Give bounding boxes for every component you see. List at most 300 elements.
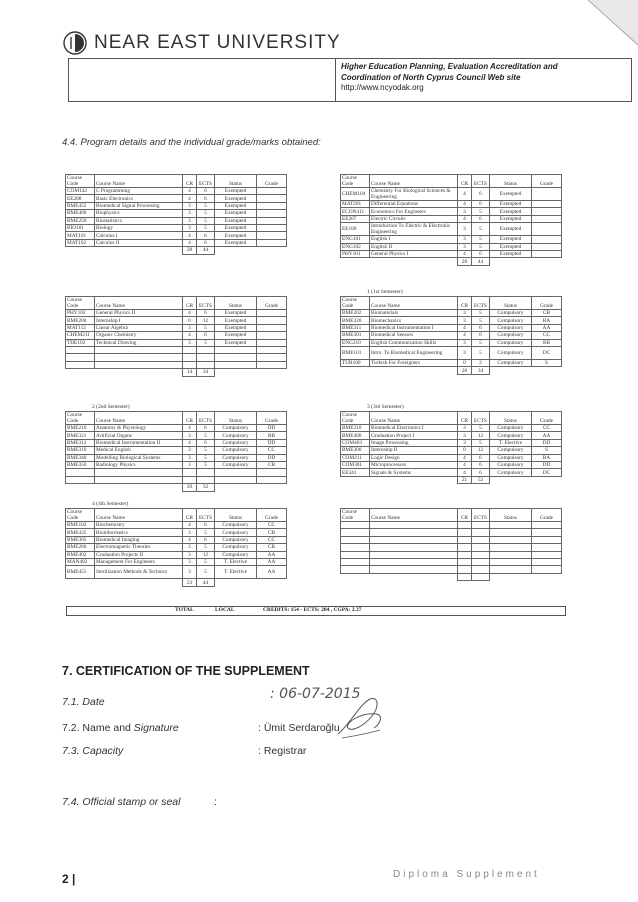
course-name: Bioinformatics [95,529,183,536]
course-ects [197,346,215,353]
course-status: Compulsory [490,317,532,324]
course-name: Internship I [95,317,183,324]
semester-title: 3 (3rd Semester) [367,404,404,410]
course-name: Biochemistry [95,522,183,529]
table-row [341,201,562,208]
course-name: Biomedical Signal Processing [95,202,183,209]
total-ects: 32 [197,484,215,491]
course-code [66,469,95,476]
course-grade [532,243,562,250]
course-name: Biomedical Instrumentation II [95,439,183,446]
total-spacer [341,367,370,374]
totals-summary: CREDITS: 154 - ECTS: 284 , CGPA: 2.37 [263,607,362,613]
course-grade: DC [532,469,562,476]
course-grade: AA [257,566,287,579]
table-header-row [66,175,287,188]
total-spacer [370,476,458,483]
course-code [341,566,370,573]
course-code: BME321 [66,432,95,439]
course-ects: 6 [197,332,215,339]
course-ects: 6 [472,215,490,222]
table-row [341,544,562,551]
total-spacer [95,247,183,254]
course-ects: 6 [197,310,215,317]
table-row [341,469,562,476]
course-grade: BB [532,339,562,346]
course-status: Compulsory [490,432,532,439]
course-grade: S [532,447,562,454]
course-status: Compulsory [490,310,532,317]
course-cr [458,566,472,573]
table-row [66,310,287,317]
course-cr: 4 [183,195,197,202]
course-status: Compulsory [215,447,257,454]
course-cr: 4 [183,239,197,246]
course-code: ENG101 [341,236,370,243]
course-ects: 6 [472,332,490,339]
totals-local-label: LOCAL [215,607,235,613]
course-cr: 3 [183,210,197,217]
table-row [66,232,287,239]
course-status [490,522,532,529]
course-code [341,522,370,529]
course-grade [257,476,287,483]
course-cr: 3 [458,439,472,446]
page-number: 2 | [62,872,76,886]
course-ects: 5 [197,432,215,439]
total-ects: 52 [472,476,490,483]
table-row [341,339,562,346]
course-cr [458,529,472,536]
course-name: Calculus I [95,232,183,239]
course-status: Exempted [490,208,532,215]
course-cr [458,522,472,529]
course-cr: 4 [458,201,472,208]
course-ects: 5 [197,339,215,346]
header-cr: CR [183,412,197,425]
course-cr: 3 [458,432,472,439]
course-name: Electric Circuits [370,215,458,222]
header-name: Course Name [370,297,458,310]
table-row [66,454,287,461]
table-row [66,558,287,565]
course-name: Calculus II [95,239,183,246]
course-grade [532,250,562,257]
course-grade [257,217,287,224]
course-grade [257,361,287,368]
total-cr: 21 [458,476,472,483]
course-status: Compulsory [215,544,257,551]
header-grade: Grade [532,509,562,522]
course-code: BME301 [341,332,370,339]
table-row [66,447,287,454]
course-grade: DC [532,346,562,359]
course-status [215,476,257,483]
course-cr: 3 [183,529,197,536]
capacity-value: : Registrar [258,745,307,757]
course-grade: DD [257,425,287,432]
course-cr: 4 [458,332,472,339]
course-code: COM463 [341,439,370,446]
course-name: Biomedical Imaging [95,536,183,543]
course-grade: CB [532,310,562,317]
course-cr: 4 [458,469,472,476]
table-row [66,354,287,361]
course-code: BME210 [66,425,95,432]
course-grade: CB [257,529,287,536]
table-row [66,476,287,483]
course-code: BME460 [66,210,95,217]
header-ects: ECTS [197,175,215,188]
course-name: Basic Electronics [95,195,183,202]
course-code: EE207 [341,215,370,222]
course-grade: DD [257,454,287,461]
total-spacer [490,258,532,265]
course-ects: 5 [472,223,490,236]
course-ects: 6 [197,239,215,246]
header-ects: ECTS [197,297,215,310]
header-grade: Grade [532,297,562,310]
table-row [341,522,562,529]
course-grade [257,310,287,317]
total-spacer [341,573,370,580]
course-grade [257,224,287,231]
header-status: Status [215,412,257,425]
table-row [341,250,562,257]
total-spacer [66,247,95,254]
course-name: Logic Design [370,454,458,461]
header-code: Course Code [66,175,95,188]
total-ects: 44 [197,579,215,586]
course-name [370,551,458,558]
table-row [341,346,562,359]
course-status: T. Elective [490,439,532,446]
course-status: Exempted [215,317,257,324]
course-status: Exempted [215,224,257,231]
total-spacer [66,579,95,586]
course-grade: CC [257,536,287,543]
course-code [66,346,95,353]
course-grade [532,566,562,573]
header-name: Course Name [370,175,458,188]
total-ects [472,573,490,580]
course-code: MAT112 [66,324,95,331]
header-code: Course Code [341,297,370,310]
course-name: Graduation Projects II [95,551,183,558]
course-grade [257,188,287,195]
course-code: BME300 [341,447,370,454]
table-row [341,558,562,565]
course-ects: 6 [197,195,215,202]
course-code [66,476,95,483]
total-spacer [257,579,287,586]
course-status: Compulsory [215,522,257,529]
course-cr [458,551,472,558]
total-cr: 23 [183,579,197,586]
course-ects [472,536,490,543]
course-grade [532,215,562,222]
course-ects: 5 [197,529,215,536]
course-code: BME250 [66,217,95,224]
table-total-row [341,367,562,374]
table-row [341,188,562,201]
course-cr: 3 [183,461,197,468]
table-header-row [66,412,287,425]
info-url: http://www.ncyodak.org [341,83,424,92]
course-grade [532,529,562,536]
course-cr [183,469,197,476]
course-grade [532,536,562,543]
course-name: Sterilization Methods & Technics [95,566,183,579]
course-status: Exempted [490,188,532,201]
stamp-value: : [214,796,217,808]
course-name: English Communication Skills [370,339,458,346]
course-code: PHY102 [66,310,95,317]
total-spacer [215,579,257,586]
table-row [66,317,287,324]
course-cr: 4 [458,215,472,222]
certification-title: 7. CERTIFICATION OF THE SUPPLEMENT [62,664,310,678]
course-name: Differential Equations [370,201,458,208]
course-code: COM301 [341,461,370,468]
course-cr [183,346,197,353]
course-name: Biostatistics [95,217,183,224]
table-row [66,217,287,224]
course-code: TDE102 [66,339,95,346]
course-table [65,508,287,587]
course-status: Exempted [490,215,532,222]
course-grade: CC [257,522,287,529]
course-ects: 12 [472,432,490,439]
course-name: English I [370,236,458,243]
total-cr: 14 [183,369,197,376]
course-name [95,469,183,476]
table-row [341,551,562,558]
course-ects: 5 [197,202,215,209]
course-status: Compulsory [490,324,532,331]
course-status [490,558,532,565]
header-name: Course Name [95,297,183,310]
course-ects: 6 [197,232,215,239]
name-value: : Ümit Serdaroğlu [258,722,340,734]
totals-total-label: TOTAL [175,607,194,613]
course-cr: 3 [458,223,472,236]
course-table [340,508,562,581]
total-spacer [370,367,458,374]
table-row [66,439,287,446]
course-grade [532,522,562,529]
course-cr: 0 [458,359,472,366]
table-header-row [341,509,562,522]
course-code: BME312 [66,439,95,446]
course-name [370,544,458,551]
header-grade: Grade [532,175,562,188]
course-name [95,476,183,483]
course-ects: 5 [472,208,490,215]
header-ects: ECTS [472,297,490,310]
course-ects: 5 [197,454,215,461]
course-cr: 3 [458,310,472,317]
table-row [66,324,287,331]
course-name: Introduction To Electric & Electronic Engineering [370,223,458,236]
course-code: ENG210 [341,339,370,346]
total-cr: 20 [458,367,472,374]
course-status: Compulsory [490,447,532,454]
table-row [341,215,562,222]
course-grade [257,332,287,339]
course-ects: 5 [472,317,490,324]
course-grade: CB [257,461,287,468]
course-grade: AA [532,432,562,439]
totals-bar [66,606,566,616]
course-cr [458,544,472,551]
course-cr [183,354,197,361]
course-name: Technical Drawing [95,339,183,346]
course-ects: 12 [197,317,215,324]
total-spacer [370,258,458,265]
course-cr: 4 [183,425,197,432]
course-code: BME310 [66,447,95,454]
course-code: BME311 [341,324,370,331]
course-cr: 4 [458,324,472,331]
course-status: Exempted [490,201,532,208]
course-status: Compulsory [490,339,532,346]
course-status: Compulsory [215,529,257,536]
header-grade: Grade [532,412,562,425]
header-name: Course Name [370,509,458,522]
date-label: 7.1. Date [62,696,105,708]
course-name: Artificial Organs [95,432,183,439]
header-status: Status [490,412,532,425]
total-spacer [532,258,562,265]
course-code: BME101 [341,346,370,359]
course-grade [532,188,562,201]
course-name: General Physics II [95,310,183,317]
course-grade: BA [532,317,562,324]
course-code: MAN402 [66,558,95,565]
course-code: PHY101 [341,250,370,257]
total-ects: 34 [472,367,490,374]
course-cr: 3 [183,324,197,331]
date-value: : 06-07-2015 [270,686,361,702]
table-header-row [66,509,287,522]
table-row [66,469,287,476]
course-ects: 5 [472,236,490,243]
course-grade [257,232,287,239]
course-grade [257,339,287,346]
total-spacer [95,579,183,586]
course-ects: 5 [472,439,490,446]
total-spacer [66,484,95,491]
course-grade [257,469,287,476]
header-cr: CR [458,509,472,522]
info-line-1: Higher Education Planning, Evaluation Accreditation and [341,62,558,71]
course-code: BME455 [66,566,95,579]
total-spacer [215,484,257,491]
course-code: BME320 [341,317,370,324]
course-code: BME340 [66,454,95,461]
course-name: Biology [95,224,183,231]
table-row [66,361,287,368]
semester-title: 1 (1st Semester) [367,289,403,295]
course-status: Compulsory [215,454,257,461]
header-name: Course Name [370,412,458,425]
table-row [66,522,287,529]
header-status: Status [490,297,532,310]
course-code: EE208 [66,195,95,202]
course-ects: 6 [197,536,215,543]
course-ects: 6 [472,324,490,331]
course-name: Modelling Biological Systems [95,454,183,461]
course-ects [197,476,215,483]
course-ects [197,469,215,476]
table-total-row [66,247,287,254]
course-cr: 3 [458,317,472,324]
course-cr: 4 [183,188,197,195]
course-ects: 6 [472,461,490,468]
table-total-row [341,258,562,265]
course-cr: 3 [458,339,472,346]
table-row [66,195,287,202]
header-name: Course Name [95,509,183,522]
course-cr: 3 [183,224,197,231]
course-table [340,296,562,375]
total-cr: 20 [183,484,197,491]
course-cr [458,536,472,543]
course-cr: 3 [183,454,197,461]
table-row [66,536,287,543]
course-status: Compulsory [490,359,532,366]
university-name: NEAR EAST UNIVERSITY [94,32,341,53]
course-code: BME400 [341,432,370,439]
signature-image [330,694,390,744]
total-spacer [370,573,458,580]
table-header-row [341,175,562,188]
course-ects: 6 [472,250,490,257]
header-grade: Grade [257,509,287,522]
course-ects: 5 [197,324,215,331]
total-spacer [341,258,370,265]
semester-title: 2 (2nd Semester) [92,404,130,410]
university-emblem-icon [62,30,88,56]
header-ects: ECTS [472,175,490,188]
header-code: Course Code [66,412,95,425]
course-ects: 5 [472,346,490,359]
table-header-row [66,297,287,310]
header-code: Course Code [66,509,95,522]
course-cr: 3 [458,236,472,243]
course-ects: 6 [197,425,215,432]
course-grade [257,317,287,324]
course-code: ENG102 [341,243,370,250]
course-status [490,544,532,551]
table-row [66,332,287,339]
course-ects [472,558,490,565]
course-cr: 3 [183,551,197,558]
course-grade: S [532,359,562,366]
table-row [341,454,562,461]
course-cr: 3 [183,447,197,454]
course-code [66,354,95,361]
total-spacer [490,476,532,483]
total-spacer [215,247,257,254]
total-cr: 28 [183,247,197,254]
table-row [341,529,562,536]
header-ects: ECTS [472,412,490,425]
course-name [370,529,458,536]
header-code: Course Code [66,297,95,310]
course-grade: BA [532,454,562,461]
